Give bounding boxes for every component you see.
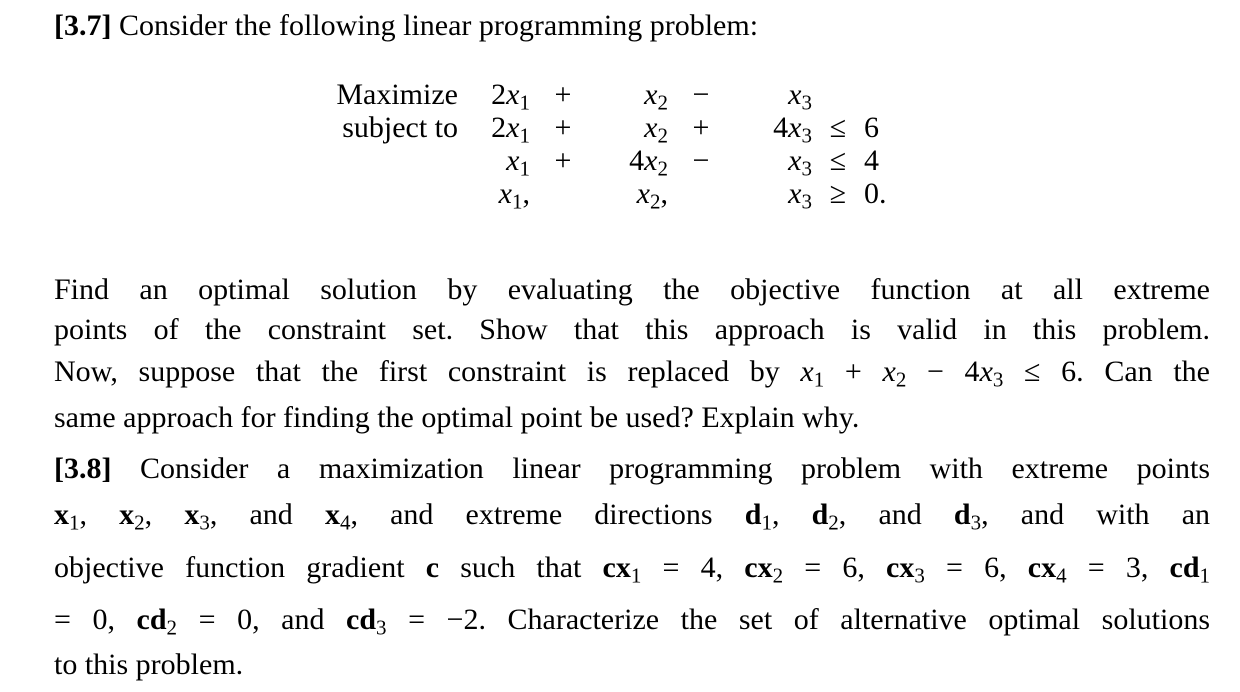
problem-intro: Consider the following linear programming problem: <box>118 9 759 42</box>
lp-term: $x_1$, <box>498 177 530 214</box>
lp-operator <box>530 177 596 210</box>
problem-3-8-line: objective function gradient c such that $cx_1 = 4$, $cx_2 = 6$, $cx_3 = 6$, $cx_4 = 3$, $cd_1$ <box>54 551 1211 588</box>
problem-3-8-line: to this problem. <box>54 648 244 681</box>
lp-term: $x_1$ <box>506 144 530 181</box>
lp-relation: ≤ <box>829 144 847 177</box>
lp-term: $2x_1$ <box>491 78 530 115</box>
problem-3-7-heading <box>54 8 1210 44</box>
lp-operator: + <box>554 78 572 111</box>
lp-term: $x_2$ <box>644 78 668 115</box>
lp-label: Maximize <box>336 78 458 111</box>
paragraph-line: Find an optimal solution by evaluating the objective function at all extreme <box>54 273 1210 306</box>
lp-term: $x_3$ <box>788 177 812 214</box>
lp-term: $4x_3$ <box>773 111 812 148</box>
lp-formulation <box>316 78 904 214</box>
problem-number: [3.8] <box>54 452 112 485</box>
lp-relation: ≤ <box>829 111 847 144</box>
problem-3-8-line: $x_1$, $x_2$, $x_3$, and $x_4$, and extreme directions $d_1$, $d_2$, and $d_3$, and with an <box>54 498 1211 535</box>
lp-row <box>316 144 904 177</box>
paragraph-line: Now, suppose that the first constraint is replaced by $x_1 + x_2 - 4x_3 \le 6$. Can the <box>54 355 1210 392</box>
lp-term: $x_3$ <box>788 144 812 181</box>
problem-number: [3.7] <box>54 9 112 42</box>
lp-row <box>316 111 904 144</box>
lp-term: $x_3$ <box>788 78 812 115</box>
lp-relation: ≥ <box>829 177 847 210</box>
lp-rhs: 6 <box>864 111 879 144</box>
lp-rhs: 0. <box>864 177 887 210</box>
lp-term: $x_2$, <box>636 177 668 214</box>
lp-term: $2x_1$ <box>491 111 530 148</box>
lp-operator: − <box>692 144 710 177</box>
lp-operator: + <box>692 111 710 144</box>
lp-label: subject to <box>342 111 458 144</box>
lp-operator: + <box>554 111 572 144</box>
paragraph-line: same approach for finding the optimal point be used? Explain why. <box>54 401 860 434</box>
lp-term: $x_2$ <box>644 111 668 148</box>
lp-operator <box>668 177 734 210</box>
paragraph-line: points of the constraint set. Show that this approach is valid in this problem. <box>54 313 1210 346</box>
lp-rhs <box>864 78 904 111</box>
problem-3-8-line: = 0, $cd_2 = 0$, and $cd_3 = -2$. Characterize the set of alternative optimal solutions <box>54 603 1210 640</box>
lp-label <box>316 144 470 177</box>
lp-row <box>316 177 904 210</box>
lp-term: $4x_2$ <box>629 144 668 181</box>
lp-operator: + <box>554 144 572 177</box>
lp-relation <box>812 78 864 111</box>
lp-label <box>316 177 470 210</box>
lp-operator: − <box>692 78 710 111</box>
lp-rhs: 4 <box>864 144 879 177</box>
problem-3-8-line: [3.8] Consider a maximization linear programming problem with extreme points <box>54 452 1210 485</box>
lp-row <box>316 78 904 111</box>
